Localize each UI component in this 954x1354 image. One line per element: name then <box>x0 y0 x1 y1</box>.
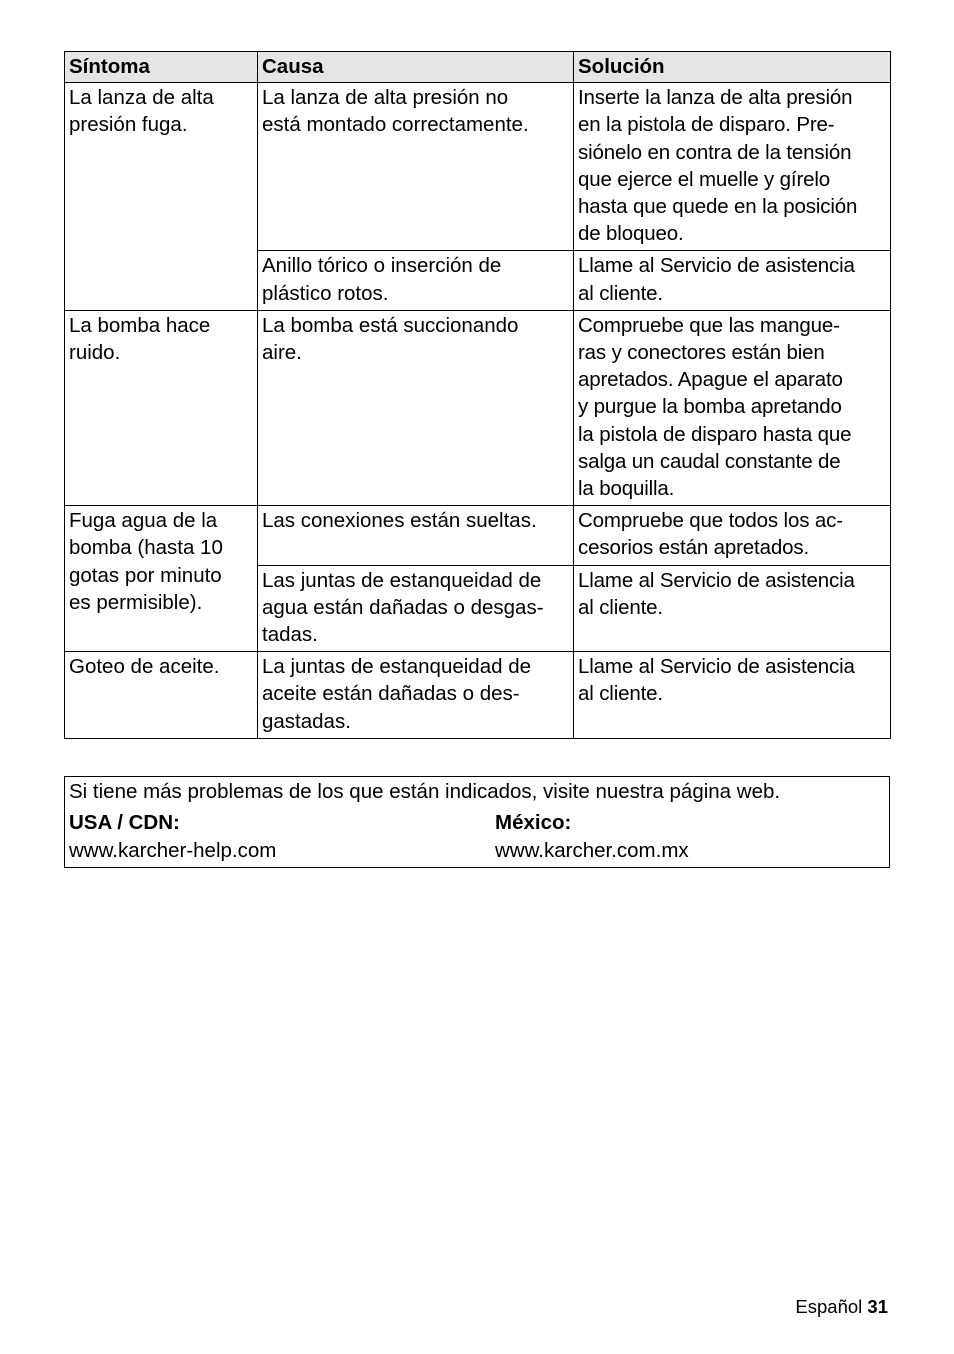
table-header-row <box>65 52 891 83</box>
solution-cell: Llame al Servicio de asistencia al cliente. <box>574 652 891 739</box>
table-row <box>65 506 891 565</box>
footer-language: Español <box>795 1296 863 1317</box>
cause-cell: Anillo tórico o inserción de plástico rotos. <box>258 251 574 310</box>
usa-website-link[interactable]: www.karcher-help.com <box>69 839 277 862</box>
symptom-cell: Goteo de aceite. <box>65 652 258 739</box>
cause-cell: La bomba está succionando aire. <box>258 310 574 505</box>
cause-cell: Las juntas de estanqueidad de agua están dañadas o desgas- tadas. <box>258 565 574 652</box>
solution-cell: Compruebe que todos los ac- cesorios están apretados. <box>574 506 891 565</box>
header-symptom: Síntoma <box>65 52 258 83</box>
website-info-box <box>64 776 890 868</box>
region-mexico <box>495 809 689 865</box>
troubleshooting-table <box>64 51 891 739</box>
website-intro-text: Si tiene más problemas de los que están indicados, visite nuestra página web. <box>69 780 781 803</box>
symptom-cell: Fuga agua de la bomba (hasta 10 gotas por minuto es permisible). <box>65 506 258 652</box>
solution-cell: Llame al Servicio de asistencia al cliente. <box>574 251 891 310</box>
mexico-website-link[interactable]: www.karcher.com.mx <box>495 839 689 862</box>
table-row <box>65 652 891 739</box>
cause-cell: Las conexiones están sueltas. <box>258 506 574 565</box>
table-row <box>65 310 891 505</box>
region-usa-label: USA / CDN: <box>69 811 180 834</box>
table-row <box>65 83 891 251</box>
symptom-cell: La lanza de alta presión fuga. <box>65 83 258 311</box>
region-usa-cdn <box>69 809 276 865</box>
cause-cell: La juntas de estanqueidad de aceite están dañadas o des- gastadas. <box>258 652 574 739</box>
header-cause: Causa <box>258 52 574 83</box>
header-solution: Solución <box>574 52 891 83</box>
solution-cell: Inserte la lanza de alta presión en la pistola de disparo. Pre- siónelo en contra de la tensión que ejerce el muelle y gírelo hasta que quede en la posición de bloqueo. <box>574 83 891 251</box>
solution-cell: Llame al Servicio de asistencia al cliente. <box>574 565 891 652</box>
region-mexico-label: México: <box>495 811 572 834</box>
page-number: 31 <box>867 1296 888 1317</box>
page-footer <box>795 1296 888 1318</box>
solution-cell: Compruebe que las mangue- ras y conectores están bien apretados. Apague el aparato y purgue la bomba apretando la pistola de disparo hasta que salga un caudal constante de la boquilla. <box>574 310 891 505</box>
symptom-cell: La bomba hace ruido. <box>65 310 258 505</box>
cause-cell: La lanza de alta presión no está montado correctamente. <box>258 83 574 251</box>
